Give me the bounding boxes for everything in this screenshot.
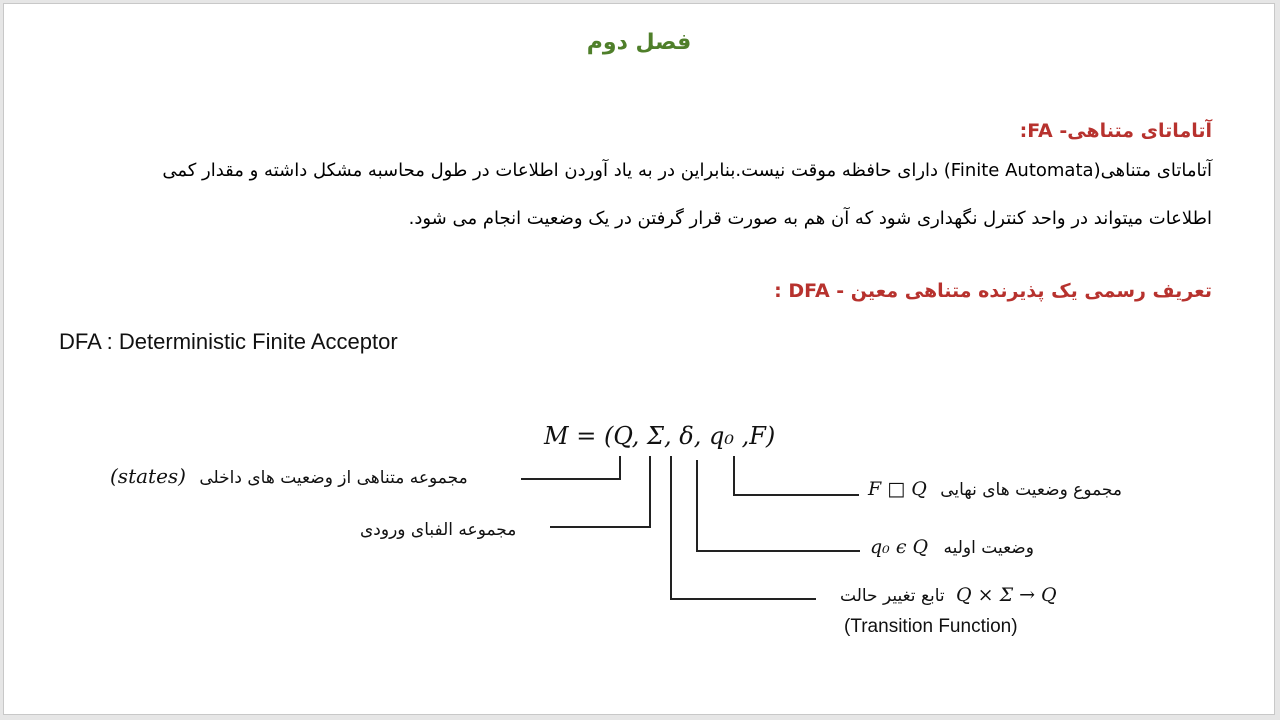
fa-text-line-2: اطلاعات میتواند در واحد کنترل نگهداری شود که آن هم به صورت قرار گرفتن در یک وضعیت انجام می شود.: [408, 208, 1212, 229]
transition-text: تابع تغییر حالت: [840, 586, 945, 606]
states-label: [110, 464, 468, 488]
transition-connector-horizontal: [670, 598, 816, 600]
alphabet-connector-horizontal: [550, 526, 651, 528]
final-symbol: F □ Q: [868, 478, 927, 500]
dfa-expansion: DFA : Deterministic Finite Acceptor: [59, 329, 398, 354]
dfa-heading: تعریف رسمی یک پذیرنده متناهی معین - DFA :: [774, 280, 1212, 302]
alphabet-connector-vertical: [649, 456, 651, 528]
transition-symbol: Q × Σ → Q: [956, 584, 1057, 606]
initial-symbol: q₀ ϵ Q: [870, 536, 929, 558]
initial-label: [870, 536, 1034, 558]
states-text: مجموعه متناهی از وضعیت های داخلی: [199, 468, 468, 488]
final-label: [868, 478, 1122, 500]
initial-connector-vertical: [696, 460, 698, 552]
transition-label: [840, 584, 1057, 606]
fa-text-line-1: آتاماتای متناهی(Finite Automata) دارای حافظه موقت نیست.بنابراین در به یاد آوردن اطلاعات در طول محاسبه مشکل داشته و مقدار کمی: [162, 160, 1212, 181]
fa-heading: آتاماتای متناهی- FA:: [1019, 120, 1212, 142]
initial-connector-horizontal: [696, 550, 860, 552]
transition-english: (Transition Function): [844, 616, 1018, 637]
transition-connector-vertical: [670, 456, 672, 600]
states-connector-vertical: [619, 456, 621, 480]
states-connector-horizontal: [521, 478, 621, 480]
final-connector-vertical: [733, 456, 735, 496]
dfa-formula: M = (Q, Σ, δ, q₀ ,F): [544, 422, 776, 450]
page-title: فصل دوم: [586, 30, 692, 55]
initial-text: وضعیت اولیه: [943, 538, 1034, 558]
final-text: مجموع وضعیت های نهایی: [940, 480, 1123, 500]
final-connector-horizontal: [733, 494, 859, 496]
states-symbol: (states): [110, 464, 186, 488]
slide: [3, 3, 1275, 715]
alphabet-label: مجموعه الفبای ورودی: [360, 520, 517, 540]
